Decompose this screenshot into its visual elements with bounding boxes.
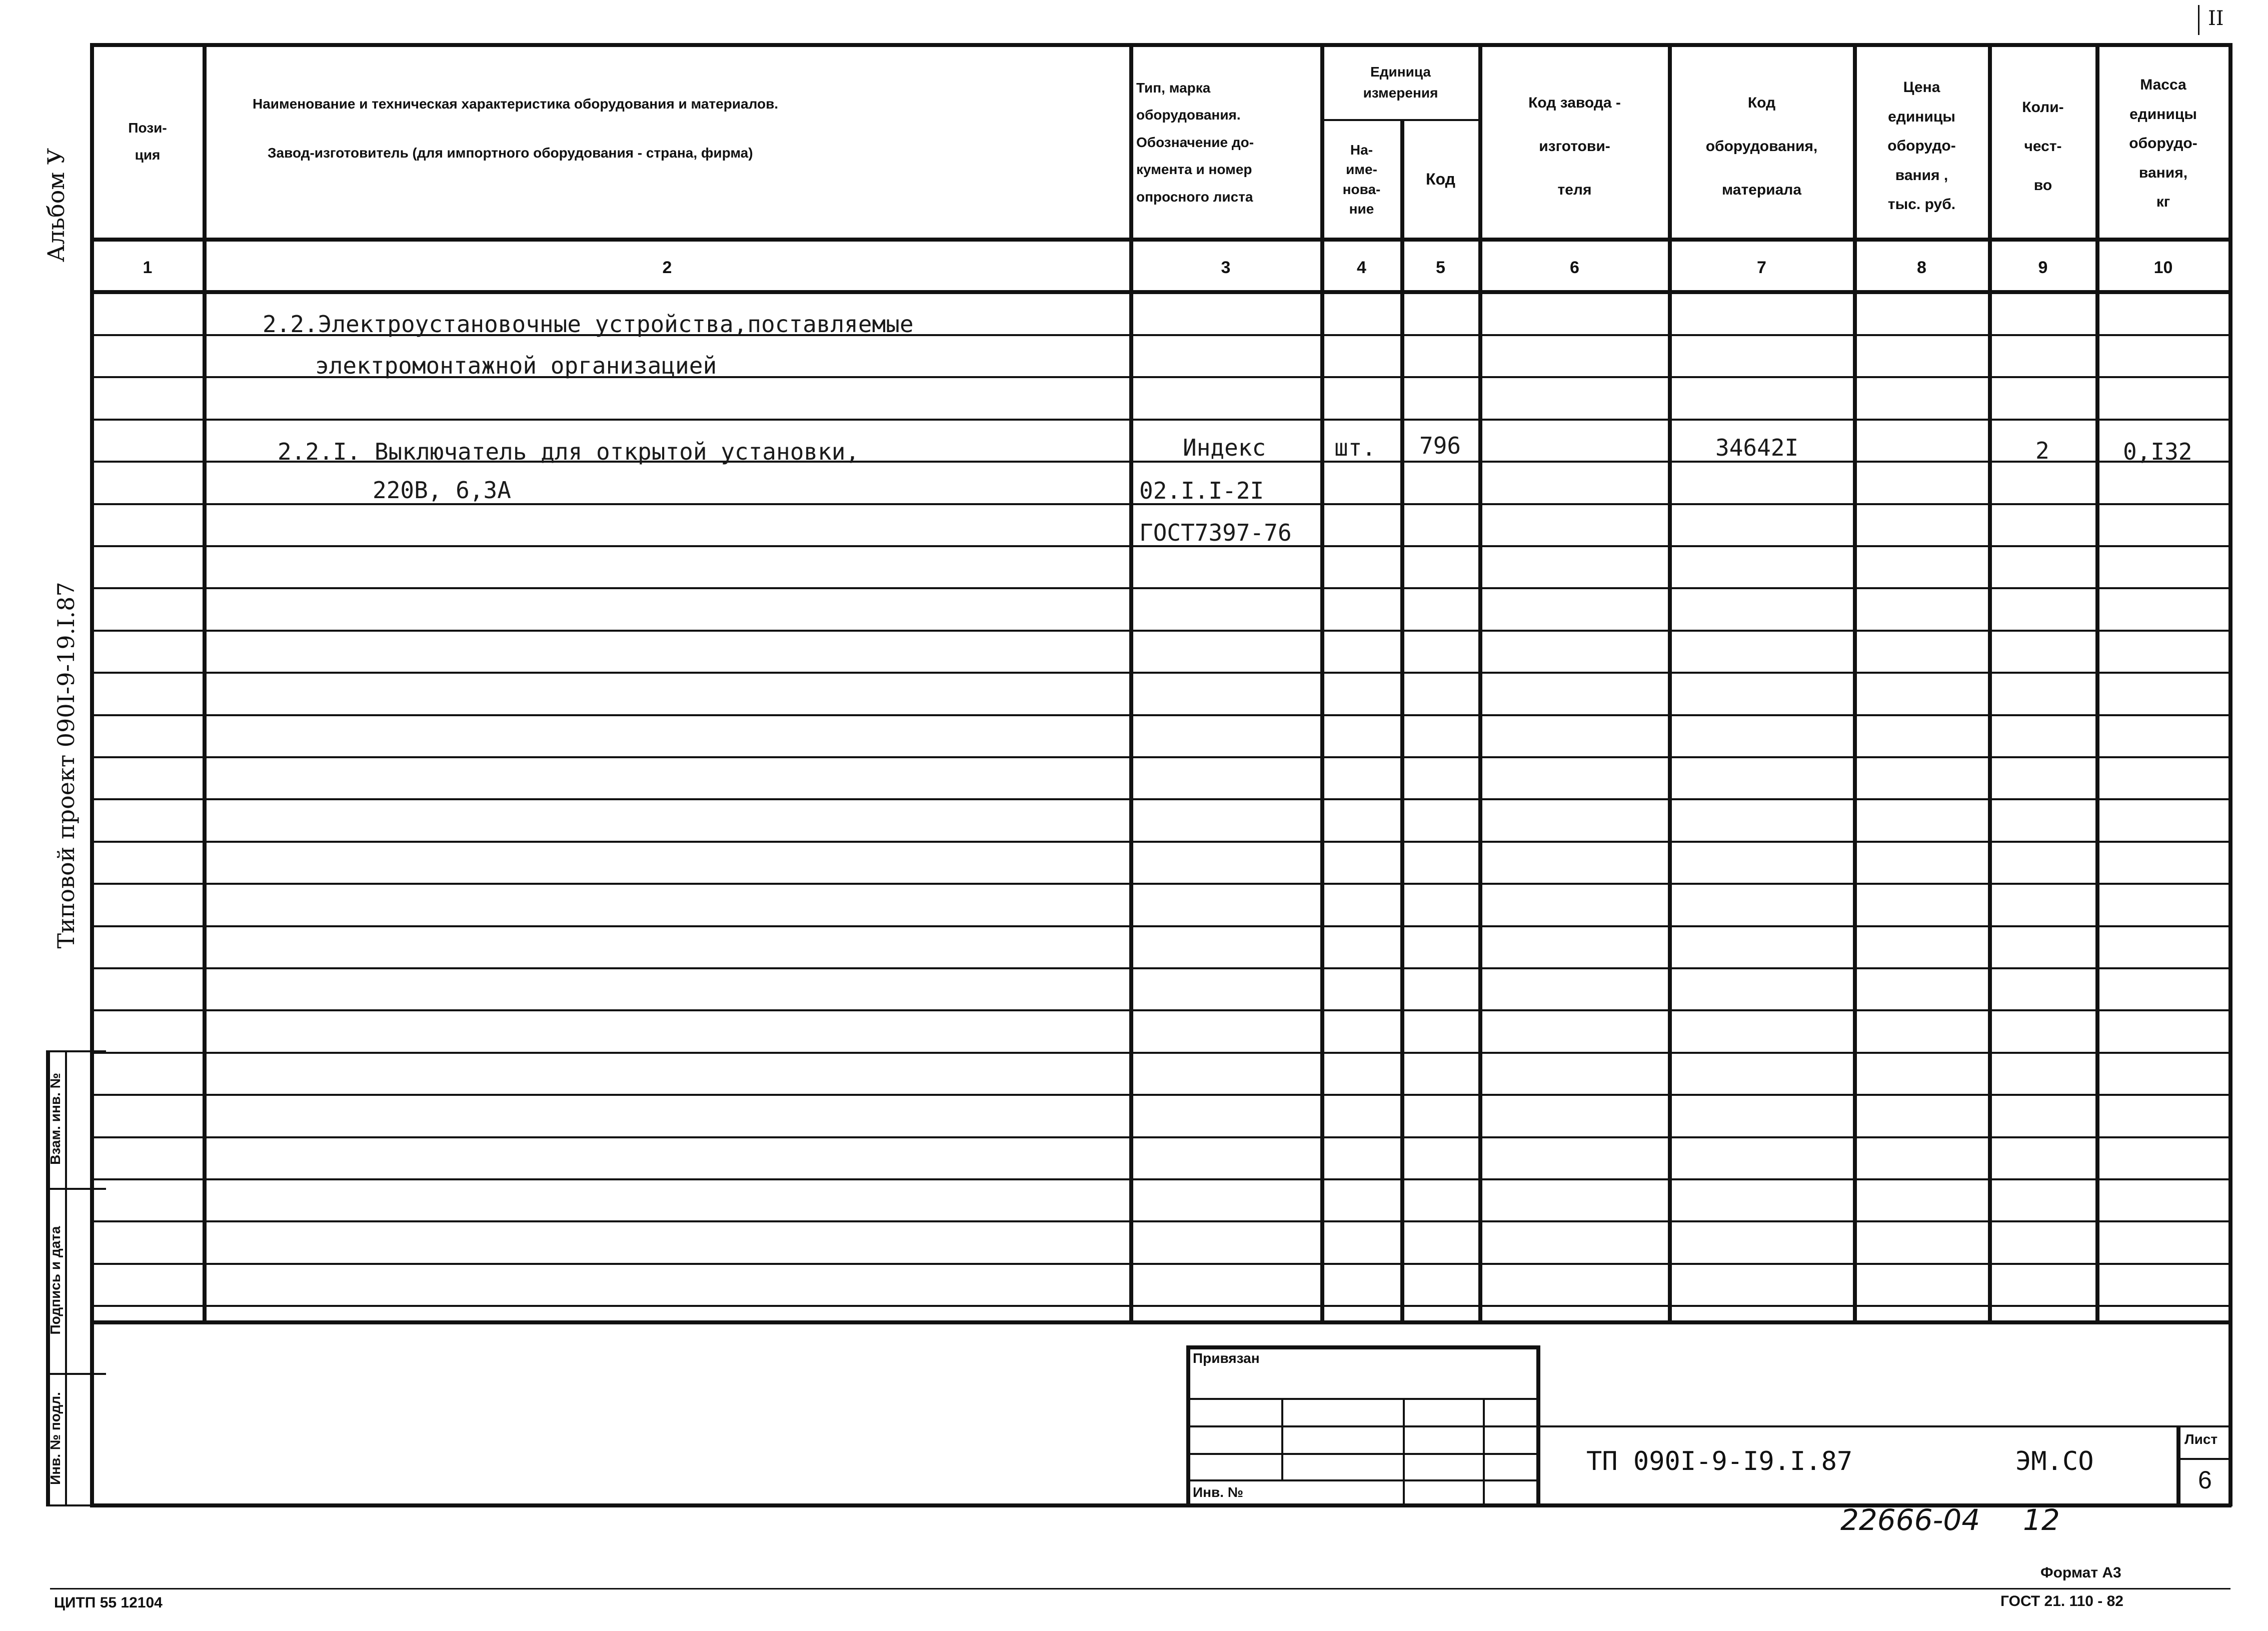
footer-format: Формат А3 [2040,1564,2121,1581]
table-row-line [90,714,2231,716]
sidebar-field-inventory: Инв. № подл. [48,1392,63,1485]
colnum-bottom-line [90,290,2231,294]
table-row-line [90,883,2231,885]
column-number-2: 2 [662,258,672,277]
column-number-9: 9 [2038,258,2048,277]
column-number-6: 6 [1570,258,1579,277]
header-mass: Масса единицы оборудо- вания, кг [2129,77,2197,211]
footer-gost: ГОСТ 21. 110 - 82 [2000,1593,2123,1609]
table-row-line [90,967,2231,969]
sheet-mark-box [2198,5,2199,35]
binding-box-line1 [1186,1398,1540,1400]
col-line-4 [1400,119,1404,1322]
column-number-4: 4 [1357,258,1366,277]
table-bottom-line [90,1320,2231,1324]
handwritten-page: 12 [2023,1503,2060,1537]
table-row-line [90,419,2231,421]
header-unit: Единица измерения [1363,64,1438,101]
header-position: Пози- ция [128,120,167,163]
header-name-line1: Наименование и техническая характеристика оборудования и материалов. [253,96,779,112]
item-equip-code: 34642I [1715,434,1799,461]
sidebar-divider-2 [46,1373,106,1375]
sidebar-divider-mid [65,1050,67,1505]
item-qty: 2 [2035,437,2049,464]
binding-box-col3 [1483,1398,1485,1505]
header-bottom-line [90,238,2231,242]
table-row-line [90,841,2231,843]
sidebar-field-replace: Взам. инв. № [48,1073,63,1165]
item-type-line3: ГОСТ7397-76 [1139,519,1292,546]
header-price: Цена единицы оборудо- вания , тыс. руб. [1887,79,1956,213]
binding-box-col2 [1403,1398,1405,1505]
binding-box-top [1186,1345,1540,1349]
table-row-line [90,1094,2231,1096]
handwritten-document-number: 22666-04 [1840,1503,1980,1537]
column-number-5: 5 [1436,258,1445,277]
col-line-1 [203,43,207,1322]
item-type-line1: Индекс [1183,434,1266,461]
header-type: Тип, марка оборудования. Обозначение до- кумента и номер опросного листа [1136,80,1254,205]
sheet-label: Лист [2184,1431,2218,1447]
table-row-line [90,756,2231,758]
header-qty: Коли- чест- во [2022,99,2064,194]
column-number-10: 10 [2153,258,2173,277]
column-number-7: 7 [1757,258,1766,277]
item-unit-name: шт. [1334,434,1376,461]
section-title-line2: электромонтажной организацией [315,352,717,379]
table-row-line [90,1178,2231,1180]
table-row-line [90,587,2231,589]
col-line-2 [1129,43,1133,1322]
table-row-line [90,1263,2231,1265]
column-number-3: 3 [1221,258,1231,277]
sheet-box-divider [2176,1458,2230,1460]
table-row-line [90,1220,2231,1222]
header-factory-code: Код завода - изготови- теля [1528,95,1621,198]
frame-right [2228,43,2232,1506]
footer-line [50,1588,2230,1589]
table-row-line [90,1136,2231,1138]
table-row-line [90,1009,2231,1011]
sheet-number: 6 [2198,1466,2212,1494]
binding-box-line4 [1186,1479,1540,1481]
sheet-box-left [2176,1425,2180,1505]
table-row-line [90,798,2231,800]
table-row-line [90,672,2231,674]
inventory-number-label: Инв. № [1193,1484,1244,1500]
stamp-top-line [1536,1425,2230,1427]
binding-box-line3 [1186,1453,1540,1455]
frame-top [90,43,2231,47]
item-mass: 0,I32 [2123,438,2192,465]
binding-box-col1 [1281,1398,1283,1479]
header-equip-code: Код оборудования, материала [1705,95,1818,198]
document-suffix: ЭМ.СО [2015,1446,2094,1476]
header-name-line2: Завод-изготовитель (для импортного оборудования - страна, фирма) [268,145,753,161]
footer-print-code: ЦИТП 55 12104 [54,1594,163,1611]
document-code: ТП 090I-9-I9.I.87 [1586,1446,1853,1476]
sidebar-divider-1 [46,1188,106,1190]
item-type-line2: 02.I.I-2I [1139,477,1264,504]
column-number-8: 8 [1917,258,1926,277]
binding-box-line2 [1186,1425,1540,1427]
project-label: Типовой проект 090I-9-19.I.87 [53,582,80,949]
item-name-line1: 2.2.I. Выключатель для открытой установки, [278,438,860,465]
header-unit-code: Код [1426,170,1455,189]
table-row-line [90,925,2231,927]
sheet-mark: II [2208,7,2224,30]
item-name-line2: 220В, 6,3А [373,477,511,504]
section-title-line1: 2.2.Электроустановочные устройства,поставляемые [263,311,914,338]
header-unit-name: На- име- нова- ние [1342,142,1381,217]
table-row-line [90,1305,2231,1307]
column-number-1: 1 [143,258,153,277]
table-row-line [90,630,2231,632]
album-label: Альбом У [43,148,70,263]
table-row-line [90,1052,2231,1054]
item-unit-code: 796 [1419,432,1461,459]
binding-label: Привязан [1193,1350,1260,1366]
sidebar-field-signature: Подпись и дата [48,1226,63,1335]
